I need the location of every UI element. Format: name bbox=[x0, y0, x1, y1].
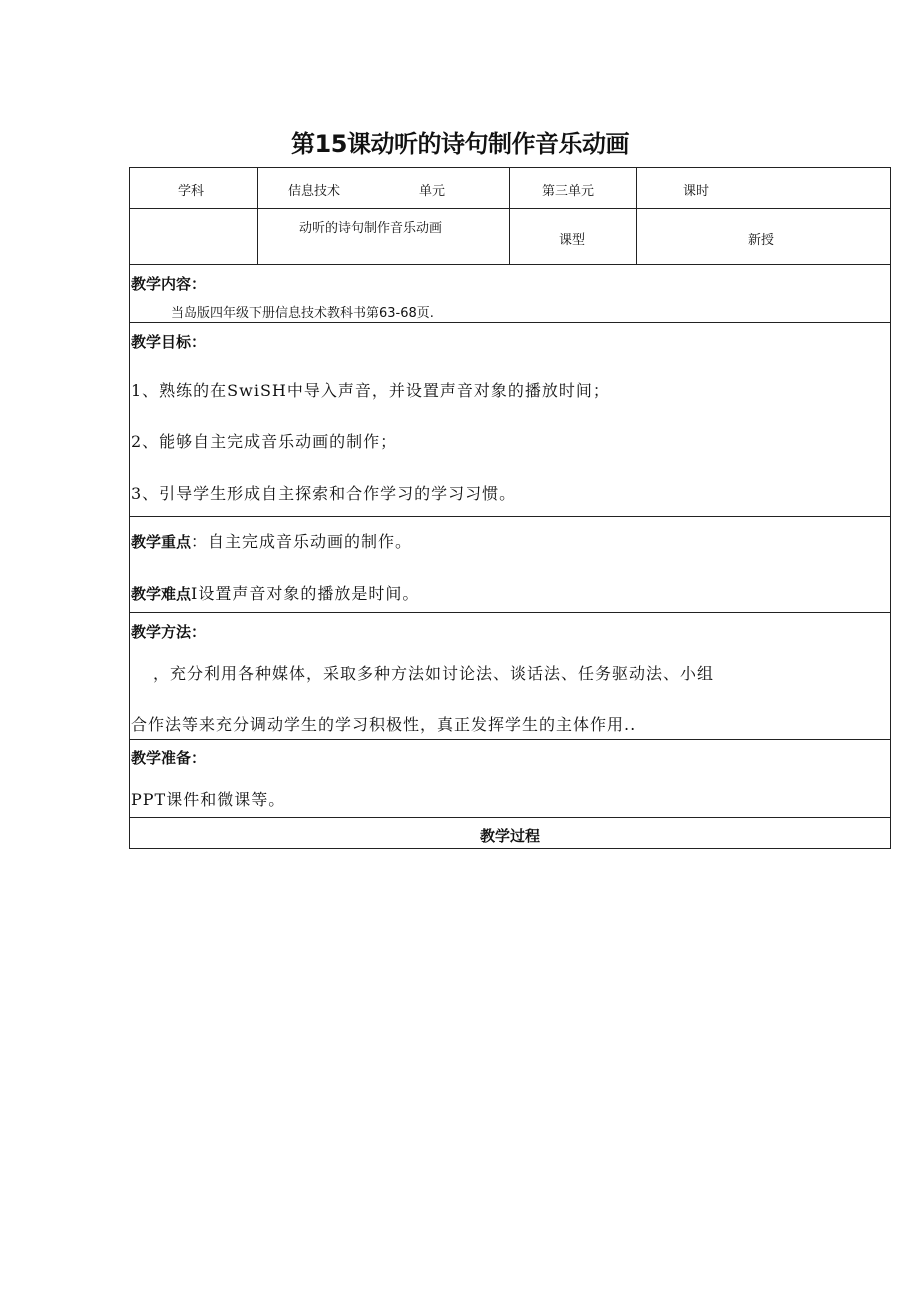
column-divider bbox=[636, 167, 637, 264]
hours-label: 课时 bbox=[683, 184, 710, 199]
methods-heading: 教学方法： bbox=[131, 623, 207, 641]
column-divider bbox=[257, 167, 258, 264]
page-title: 第15课动听的诗句制作音乐动画 bbox=[291, 130, 629, 158]
goals-heading: 教学目标： bbox=[131, 333, 207, 351]
goal-item-2: 2、能够自主完成音乐动画的制作； bbox=[131, 432, 398, 451]
lesson-type-value: 新授 bbox=[748, 233, 775, 248]
methods-line-1: ，充分利用各种媒体，采取多种方法如讨论法、谈话法、任务驱动法、小组 bbox=[153, 664, 715, 683]
row-divider bbox=[129, 817, 891, 818]
lesson-title-cell: 动听的诗句制作音乐动画 bbox=[299, 221, 443, 236]
table-border-left bbox=[129, 167, 130, 849]
process-heading: 教学过程 bbox=[479, 827, 540, 845]
content-heading: 教学内容： bbox=[131, 275, 207, 293]
methods-line-2: 合作法等来充分调动学生的学习积极性，真正发挥学生的主体作用.. bbox=[131, 715, 637, 734]
key-point-label: 教学重点 bbox=[131, 533, 192, 551]
preparation-text: PPT课件和微课等。 bbox=[131, 790, 286, 809]
key-point-line bbox=[131, 529, 412, 552]
lesson-type-label: 课型 bbox=[559, 233, 586, 248]
goal-item-3: 3、引导学生形成自主探索和合作学习的学习习惯。 bbox=[131, 484, 517, 503]
table-border-right bbox=[890, 167, 891, 849]
table-border-top bbox=[129, 167, 891, 168]
row-divider bbox=[129, 208, 891, 209]
unit-label: 单元 bbox=[419, 184, 446, 199]
subject-label: 学科 bbox=[178, 184, 205, 199]
content-text: 当岛版四年级下册信息技术教科书第63-68页. bbox=[171, 306, 434, 321]
preparation-heading: 教学准备： bbox=[131, 749, 207, 767]
difficulty-label: 教学难点 bbox=[131, 585, 192, 603]
lesson-plan-table bbox=[129, 167, 891, 849]
key-point-text: ：自主完成音乐动画的制作。 bbox=[191, 532, 413, 551]
table-border-bottom bbox=[129, 848, 891, 849]
row-divider bbox=[129, 612, 891, 613]
difficulty-text: I设置声音对象的播放是时间。 bbox=[191, 584, 420, 603]
difficulty-line bbox=[131, 581, 419, 604]
row-divider bbox=[129, 322, 891, 323]
goal-item-1: 1、熟练的在SwiSH中导入声音，并设置声音对象的播放时间； bbox=[131, 381, 610, 400]
subject-value: 佶息技术 bbox=[288, 184, 341, 199]
row-divider bbox=[129, 264, 891, 265]
row-divider bbox=[129, 739, 891, 740]
column-divider bbox=[509, 167, 510, 264]
row-divider bbox=[129, 516, 891, 517]
unit-value: 第三单元 bbox=[542, 184, 595, 199]
